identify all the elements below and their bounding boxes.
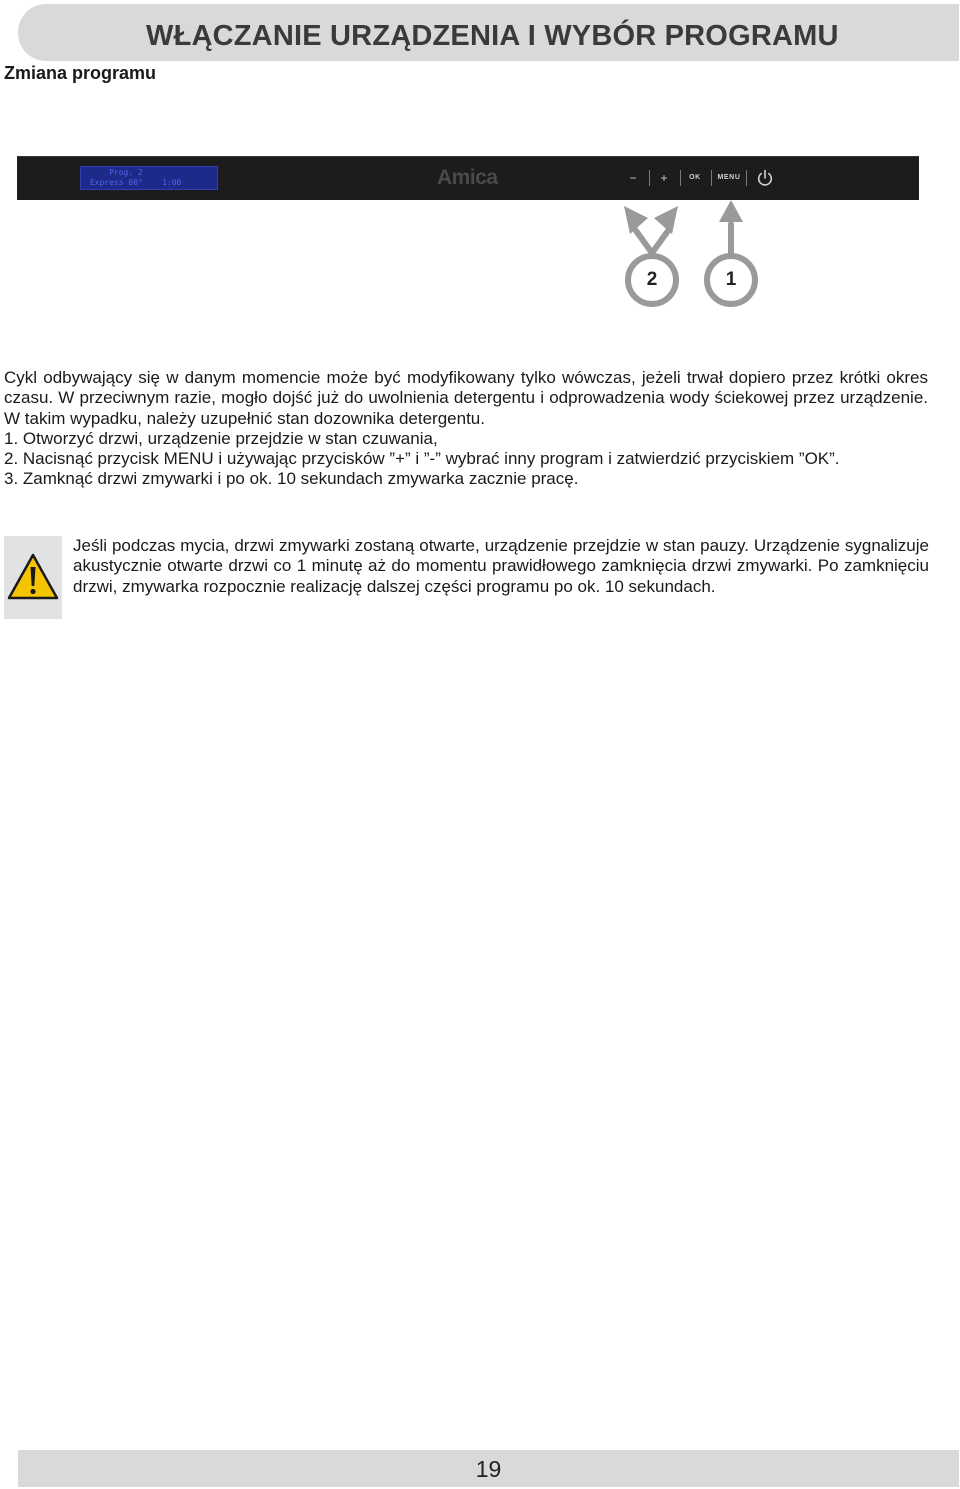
power-icon[interactable] <box>755 168 775 188</box>
warning-paragraph: Jeśli podczas mycia, drzwi zmywarki zostaną otwarte, urządzenie przejdzie w stan pauzy. Urządzenie sygnalizuje akustycznie otwarte drzwi co 1 minutę aż do momentu prawidłowego zamknięcia drzwi zmywarki. Po zamknięciu drzwi, zmywarka rozpocznie realizację dalszej części programu po ok. 10 sekundach. <box>73 536 929 596</box>
callout-number-2: 2 <box>646 269 658 290</box>
warning-box <box>4 536 62 619</box>
panel-separator <box>711 170 712 186</box>
instructions <box>4 368 928 490</box>
panel-separator <box>649 170 650 186</box>
brand-logo: Amica <box>437 166 498 189</box>
panel-separator <box>746 170 747 186</box>
menu-button[interactable]: MENU <box>717 174 741 181</box>
plus-button[interactable]: + <box>660 171 668 185</box>
warning-icon <box>6 552 60 602</box>
step-2: 2. Nacisnąć przycisk MENU i używając przycisków ”+” i ”-” wybrać inny program i zatwierdzić przyciskiem ”OK”. <box>4 449 840 469</box>
step-3: 3. Zamknąć drzwi zmywarki i po ok. 10 sekundach zmywarka zacznie pracę. <box>4 469 579 489</box>
step-1: 1. Otworzyć drzwi, urządzenie przejdzie w stan czuwania, <box>4 428 438 448</box>
lcd-line-1: Prog. 2 <box>85 168 143 177</box>
lcd-display <box>80 166 218 190</box>
section-title: Zmiana programu <box>4 63 157 83</box>
arrow-head-power <box>719 200 743 222</box>
minus-button[interactable]: − <box>629 171 637 185</box>
panel-separator <box>680 170 681 186</box>
header-band <box>18 4 959 61</box>
footer-band <box>18 1450 959 1487</box>
control-panel <box>17 156 919 200</box>
lcd-line-2: Express 60° 1:00 <box>85 178 182 187</box>
callout-number-1: 1 <box>725 269 737 290</box>
warning-text <box>73 536 929 597</box>
ok-button[interactable]: OK <box>689 174 701 181</box>
page-title: WŁĄCZANIE URZĄDZENIA I WYBÓR PROGRAMU <box>146 20 839 52</box>
page-number: 19 <box>475 1456 502 1482</box>
intro-paragraph: Cykl odbywający się w danym momencie może być modyfikowany tylko wówczas, jeżeli trwał dopiero przez krótki okres czasu. W przeciwnym razie, mogło dojść już do uwolnienia detergentu i odprowadzenia wody ściekowej przez urządzenie. W takim wypadku, należy uzupełnić stan dozownika detergentu. <box>4 368 928 428</box>
